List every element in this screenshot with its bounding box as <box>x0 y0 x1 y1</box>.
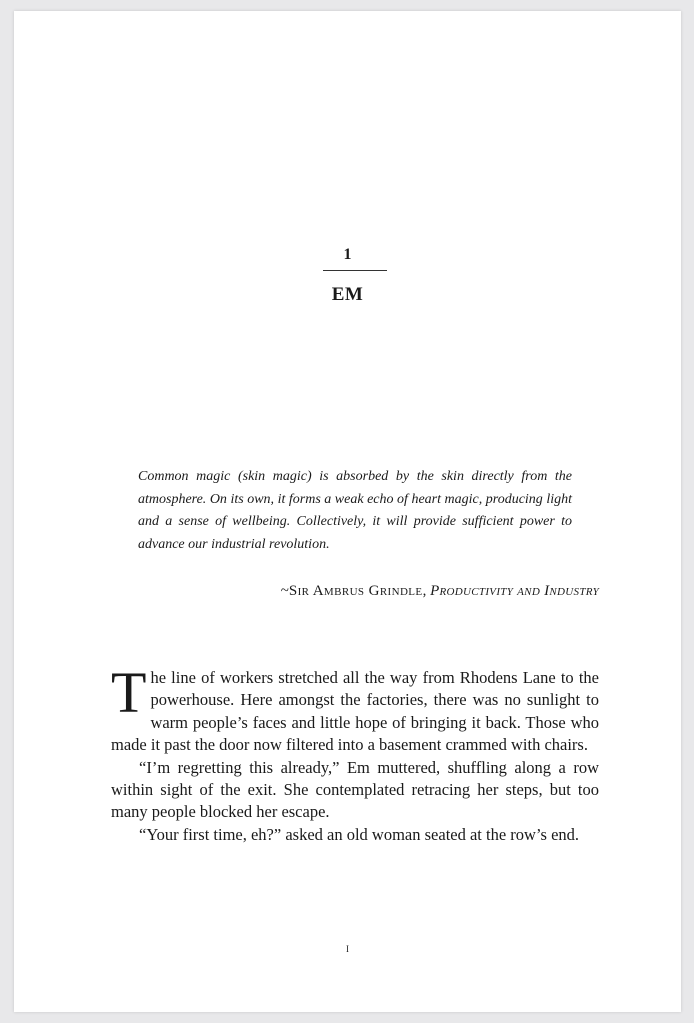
page-number: i <box>346 940 349 955</box>
epigraph-author: Sir Ambrus Grindle <box>288 583 423 599</box>
epigraph-text: Common magic (skin magic) is absorbed by the skin directly from the atmosphere. On its own, it forms a weak echo of heart magic, producing light and a sense of wellbeing. Collectively, it will provide sufficient power to advance our industrial revolution. <box>138 469 572 552</box>
chapter-divider <box>323 270 387 271</box>
chapter-title: EM <box>331 284 364 305</box>
book-page <box>14 11 681 1012</box>
paragraph <box>111 660 599 757</box>
chapter-body <box>111 660 599 846</box>
chapter-number: 1 <box>343 246 352 263</box>
attribution-prefix: ~ <box>280 583 289 599</box>
attribution-separator: , <box>422 583 431 599</box>
paragraph: “Your first time, eh?” asked an old woman seated at the row’s end. <box>139 824 580 844</box>
drop-cap: T <box>111 660 147 725</box>
epigraph-attribution <box>281 580 599 602</box>
paragraph-text: he line of workers stretched all the way from Rhodens Lane to the powerhouse. Here amongst the factories, there was no sunlight to warm people’s faces and little hope of bringing it back. Those who made it past the door now filtered into a basement crammed with chairs. <box>111 668 599 755</box>
epigraph-work: Productivity and Industry <box>430 583 599 599</box>
paragraph: “I’m regretting this already,” Em muttered, shuffling along a row within sight of the exit. She contemplated retracing her steps, but too many people blocked her escape. <box>111 757 599 822</box>
